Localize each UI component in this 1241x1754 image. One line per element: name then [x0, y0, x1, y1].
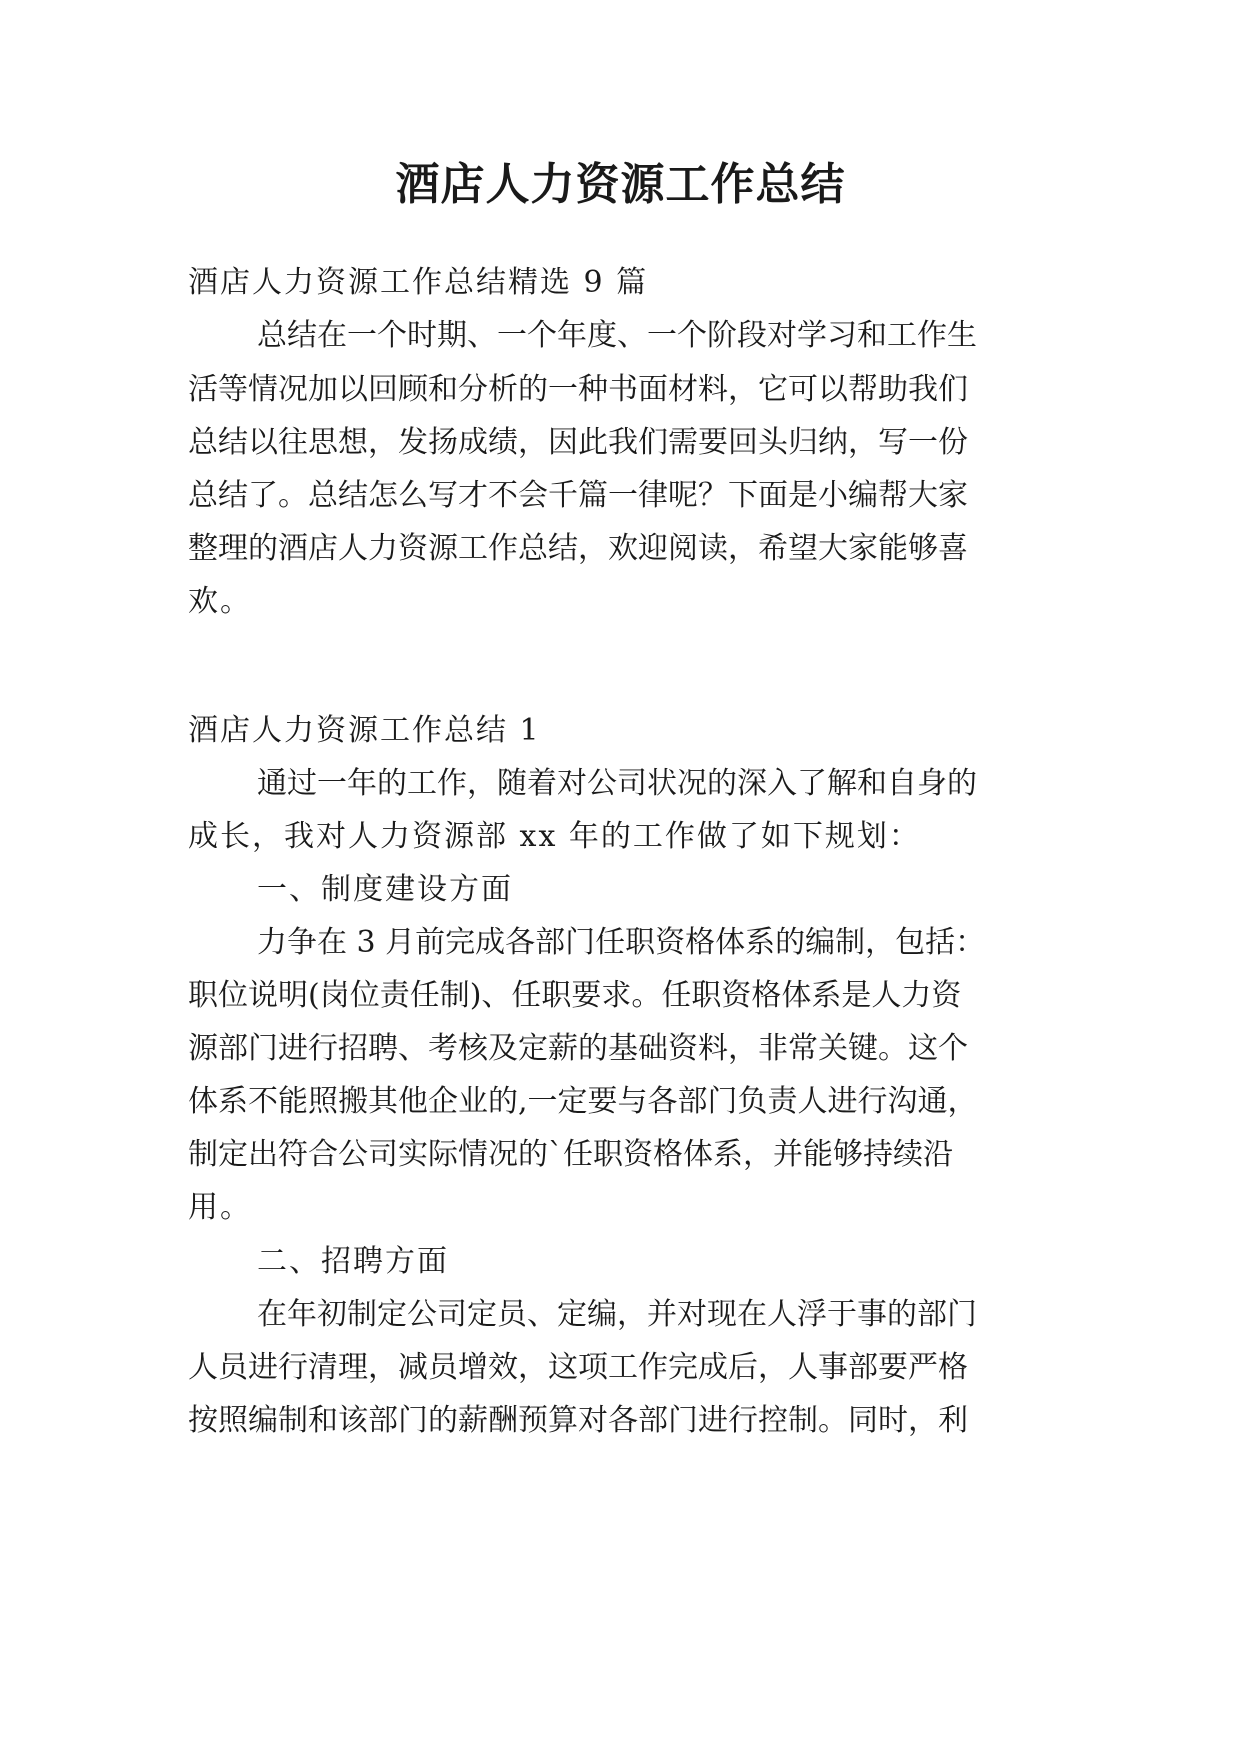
paragraph-line: 活等情况加以回顾和分析的一种书面材料，它可以帮助我们 — [188, 372, 968, 407]
subsection-heading: 二、招聘方面 — [257, 1244, 449, 1279]
paragraph-line: 源部门进行招聘、考核及定薪的基础资料，非常关键。这个 — [188, 1031, 968, 1066]
paragraph-line: 职位说明(岗位责任制)、任职要求。任职资格体系是人力资 — [188, 978, 962, 1013]
paragraph-line: 按照编制和该部门的薪酬预算对各部门进行控制。同时，利 — [188, 1403, 968, 1438]
paragraph-line: 体系不能照搬其他企业的,一定要与各部门负责人进行沟通， — [188, 1084, 978, 1119]
paragraph-line: 总结了。总结怎么写才不会千篇一律呢？下面是小编帮大家 — [188, 478, 968, 513]
paragraph-line: 通过一年的工作，随着对公司状况的深入了解和自身的 — [257, 766, 977, 801]
paragraph-line: 成长，我对人力资源部 xx 年的工作做了如下规划： — [188, 819, 921, 854]
paragraph-line: 总结在一个时期、一个年度、一个阶段对学习和工作生 — [257, 318, 977, 353]
paragraph-line: 用。 — [188, 1190, 252, 1225]
section-heading: 酒店人力资源工作总结 1 — [188, 713, 541, 748]
paragraph-line: 制定出符合公司实际情况的`任职资格体系，并能够持续沿 — [188, 1137, 953, 1172]
document-title: 酒店人力资源工作总结 — [395, 159, 846, 210]
paragraph-line: 整理的酒店人力资源工作总结，欢迎阅读，希望大家能够喜 — [188, 531, 968, 566]
paragraph-line: 总结以往思想，发扬成绩，因此我们需要回头归纳，写一份 — [188, 425, 968, 460]
paragraph-line: 欢。 — [188, 584, 252, 619]
subsection-heading: 一、制度建设方面 — [257, 872, 513, 907]
subtitle-line: 酒店人力资源工作总结精选 9 篇 — [188, 265, 649, 300]
paragraph-line: 力争在 3 月前完成各部门任职资格体系的编制，包括： — [257, 925, 986, 960]
paragraph-line: 人员进行清理，减员增效，这项工作完成后，人事部要严格 — [188, 1350, 968, 1385]
paragraph-line: 在年初制定公司定员、定编，并对现在人浮于事的部门 — [257, 1297, 977, 1332]
